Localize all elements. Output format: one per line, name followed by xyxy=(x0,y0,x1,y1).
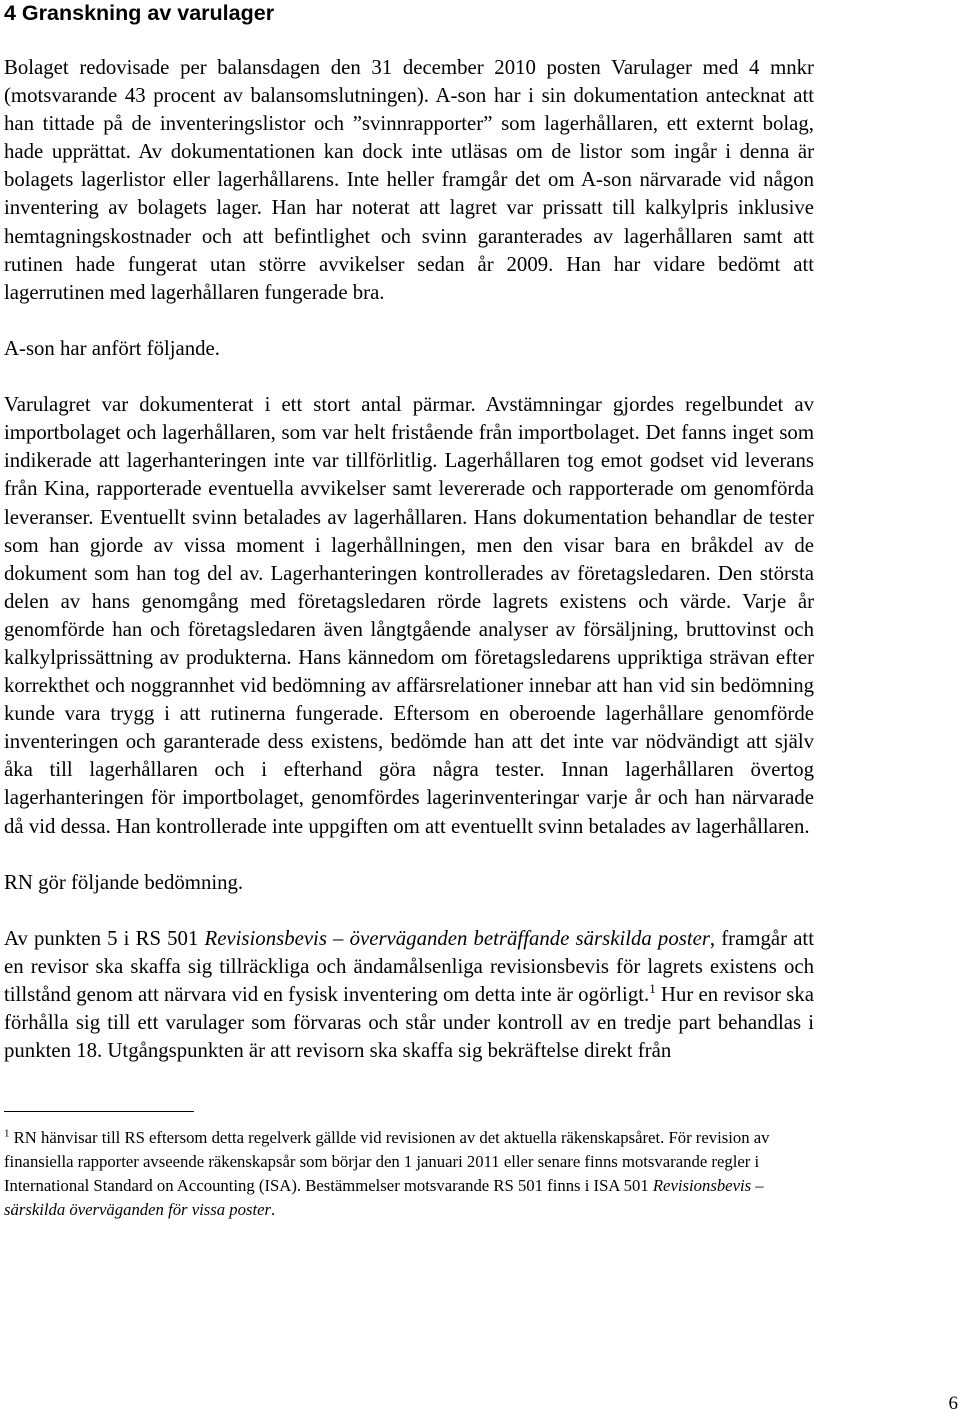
document-page xyxy=(4,0,814,1222)
footnote-reference[interactable]: 1 xyxy=(649,981,656,997)
rs501-lead-text: Av punkten 5 i RS 501 xyxy=(4,926,205,950)
paragraph-rn-assessment: RN gör följande bedömning. xyxy=(4,870,244,894)
footnote-marker: 1 xyxy=(4,1127,10,1140)
rs501-tail-text: Hur en revisor ska förhålla sig till ett varulager som förvaras och står under kontroll av en tredje part behandlas i punkten 18. Utgångspunkten är att revisorn ska skaffa sig bekräftelse direkt från xyxy=(4,983,814,1063)
page-number: 6 xyxy=(948,1393,958,1414)
footnote-text: RN hänvisar till RS eftersom detta regelverk gällde vid revisionen av det aktuella räkenskapsåret. För revision av finansiella rapporter avseende räkenskapsår som börjar den 1 januari 2011 eller senare finns motsvarande regler i International Standard on Accounting (ISA). Bestämmelser motsvarande RS 501 finns i ISA 501 xyxy=(4,1128,770,1196)
section-heading: 4 Granskning av varulager xyxy=(4,1,275,25)
paragraph-a-son-statement: Varulagret var dokumenterat i ett stort antal pärmar. Avstämningar gjordes regelbundet av importbolaget och lagerhållaren, som var helt fristående från importbolaget. Det fanns inget som indikerade att lagerhanteringen inte var tillförlitlig. Lagerhållaren tog emot godset vid leverans från Kina, rapporterade eventuella avvikelser samt levererade och rapporterade om genomförda leveranser. Eventuellt svinn betalades av lagerhållaren. Hans dokumentation behandlar de tester som han gjorde av vissa moment i lagerhållningen, men den visar bara en bråkdel av de dokument som han tog del av. Lagerhanteringen kontrollerades av företagsledaren. Den största delen av hans genomgång med företagsledaren rörde lagrets existens och värde. Varje år genomförde han och företagsledaren även långtgående analyser av försäljning, bruttovinst och kalkylprissättning av produkterna. Hans kännedom om företagsledarens uppriktiga strävan efter korrekthet och noggrannhet vid bedömning av affärsrelationer innebar att han vid sin bedömning kunde vara trygg i att rutinerna fungerade. Eftersom en oberoende lagerhållare genomförde inventeringen och garanterade dess existens, bedömde han att det inte var nödvändigt att själv åka till lagerhållaren och i efterhand göra några tester. Innan lagerhållaren övertog lagerhanteringen för importbolaget, genomfördes lagerinventeringar varje år och han närvarade då vid dessa. Han kontrollerade inte uppgiften om att eventuellt svinn betalades av lagerhållaren. xyxy=(4,393,814,838)
rs501-standard-title: Revisionsbevis – överväganden beträffande särskilda poster xyxy=(204,926,710,950)
footnote-standard-title: Revisionsbevis – särskilda överväganden för vissa poster xyxy=(4,1176,764,1220)
footnote-end: . xyxy=(270,1200,276,1220)
footnote-1 xyxy=(4,1126,814,1222)
rs501-middle-text: , framgår att en revisor ska skaffa sig tillräckliga och ändamålsenliga revisionsbevis för lagrets existens och tillstånd genom att närvara vid en fysisk inventering om detta inte är ogörligt. xyxy=(4,926,814,1007)
paragraph-rs501 xyxy=(4,925,814,1065)
footnote-separator xyxy=(4,1111,194,1112)
paragraph-a-son-stated: A-son har anfört följande. xyxy=(4,336,220,360)
paragraph-balance-inventory: Bolaget redovisade per balansdagen den 31 december 2010 posten Varulager med 4 mnkr (motsvarande 43 procent av balansomslutningen). A-son har i sin dokumentation antecknat att han tittade på de inventeringslistor och ”svinnrapporter” som lagerhållaren, ett externt bolag, hade upprättat. Av dokumentationen kan dock inte utläsas om de listor som ingår i denna är bolagets lagerlistor eller lagerhållarens. Inte heller framgår det om A-son närvarade vid någon inventering av bolagets lager. Han har noterat att lagret var prissatt till kalkylpris inklusive hemtagningskostnader och att befintlighet och svinn garanterades av lagerhållaren samt att rutinen hade fungerat utan större avvikelser sedan år 2009. Han har vidare bedömt att lagerrutinen med lagerhållaren fungerade bra. xyxy=(4,56,814,304)
